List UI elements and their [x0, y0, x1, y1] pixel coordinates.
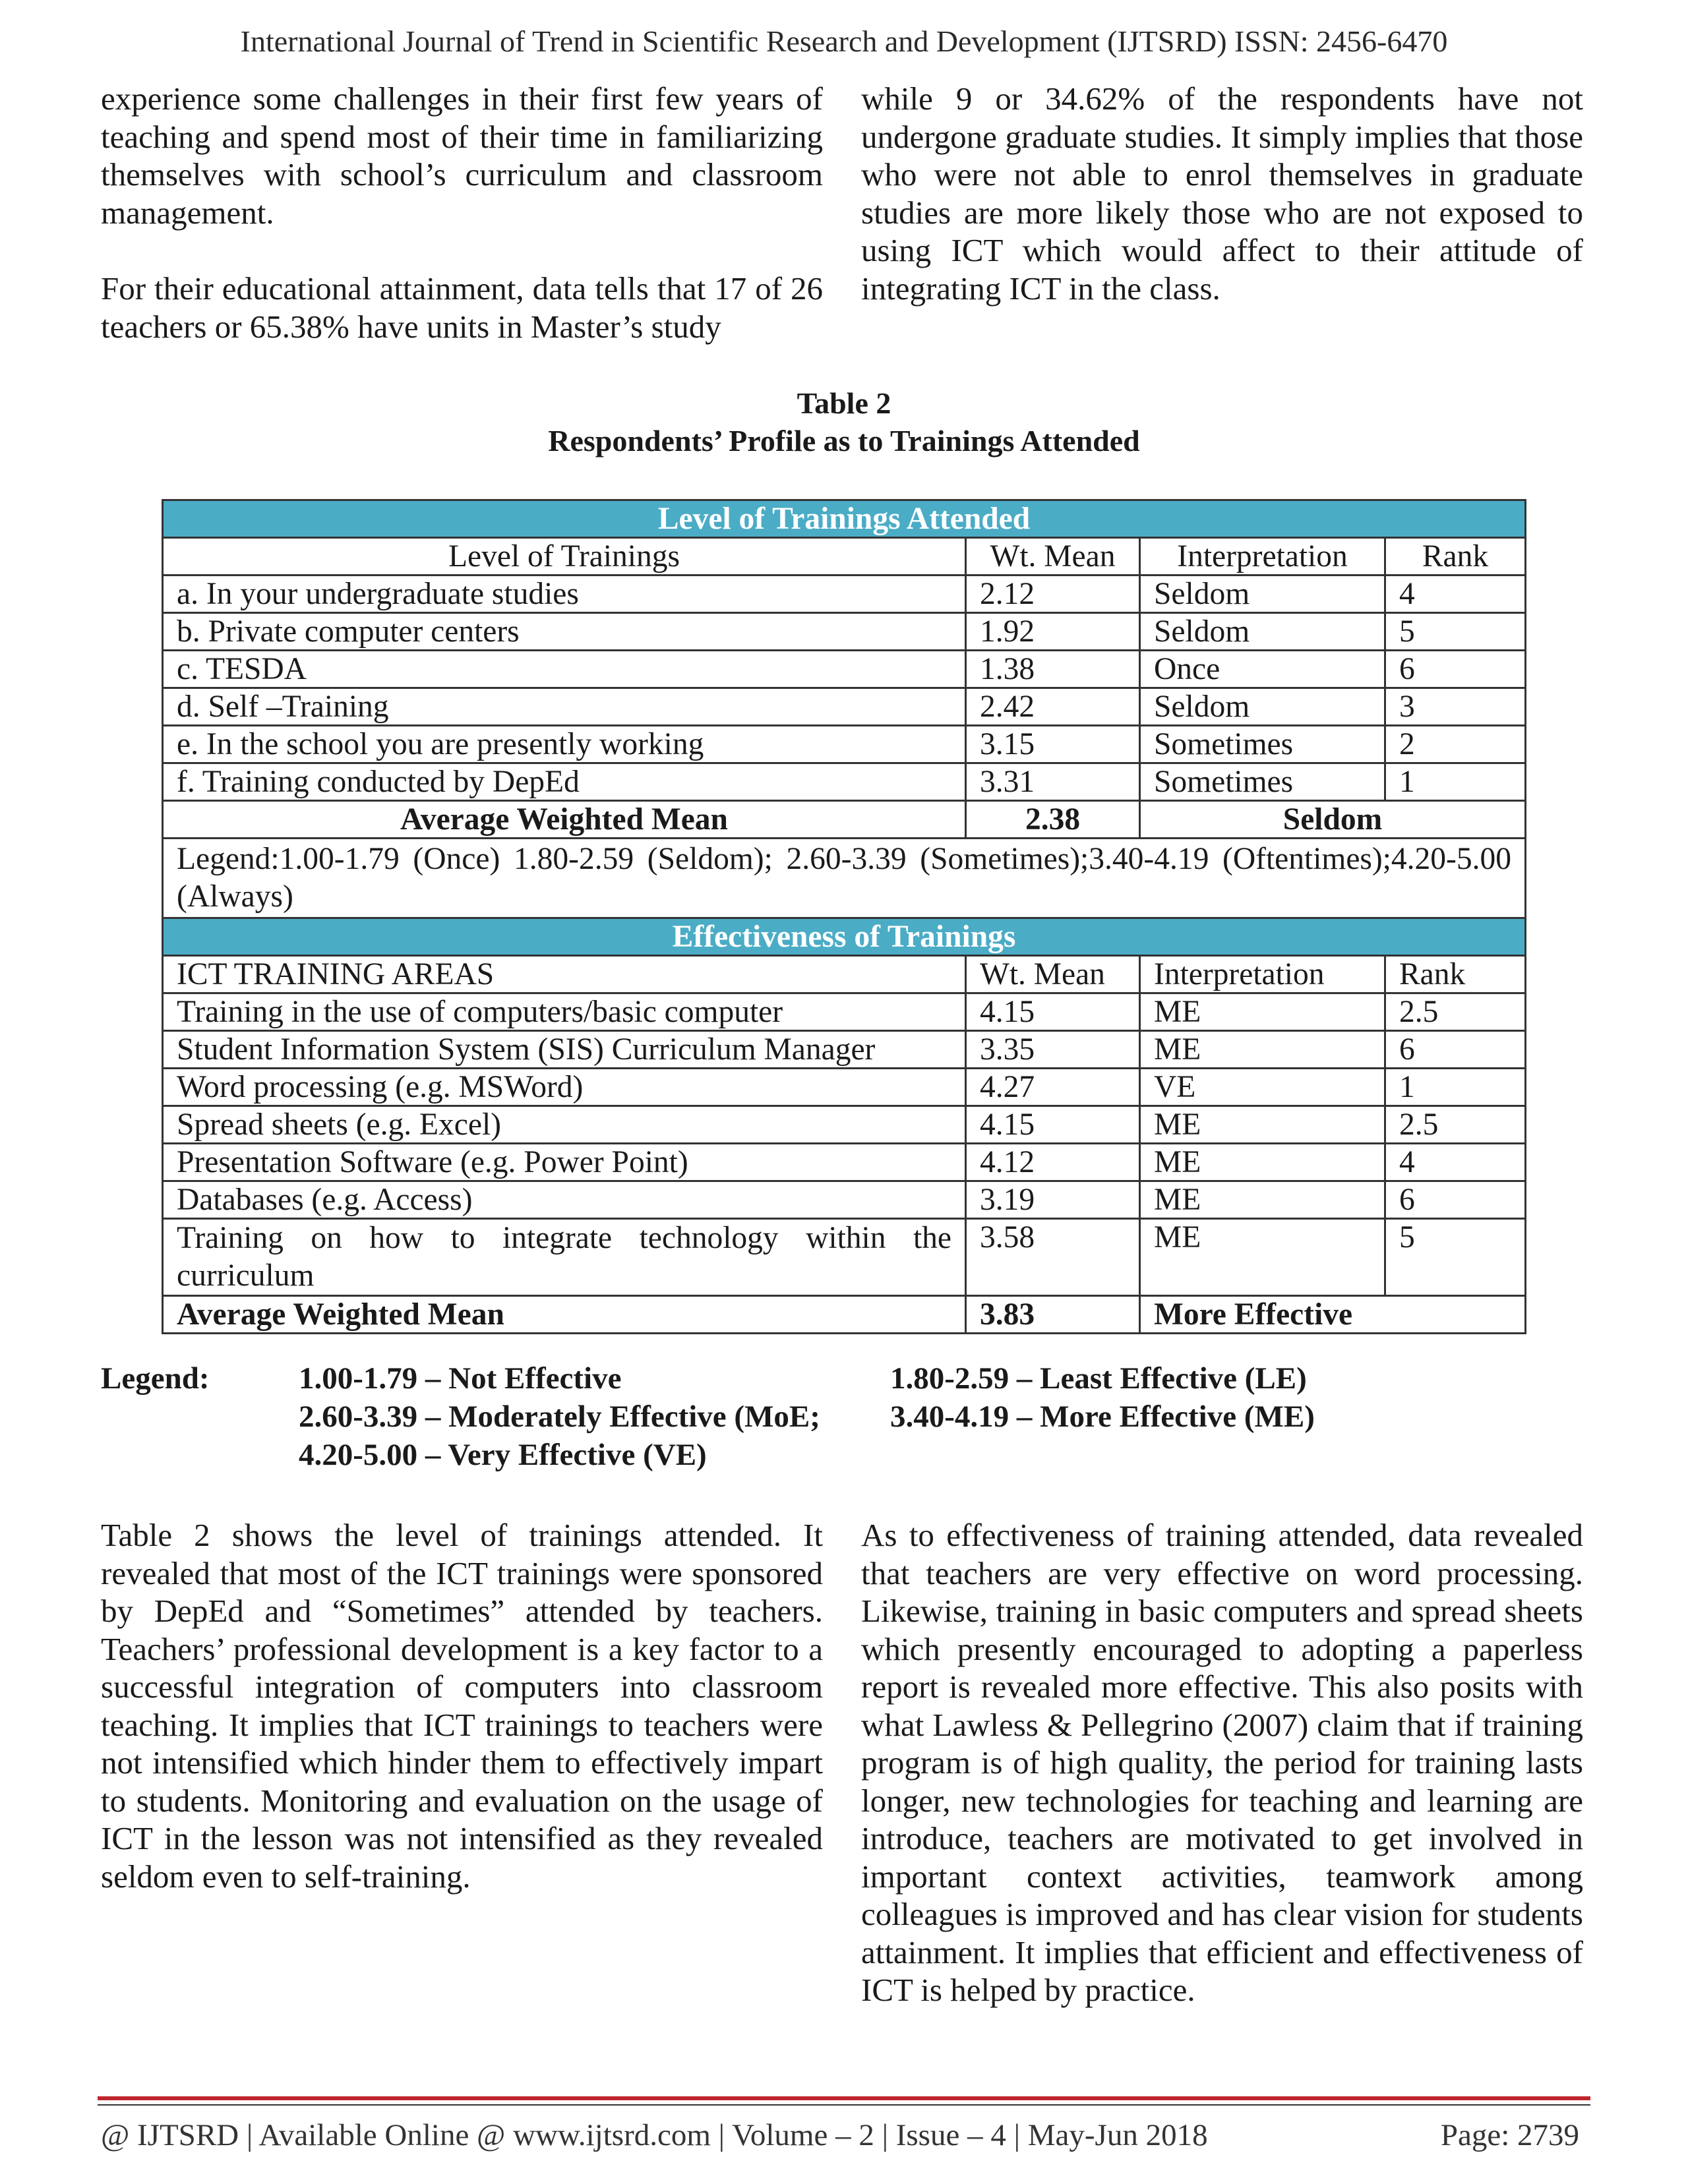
left-paragraph-attainment: For their educational attainment, data tells that 17 of 26 teachers or 65.38% have units in Master’s study	[101, 270, 823, 345]
row-interpretation: ME	[1140, 1144, 1385, 1181]
row-mean: 2.12	[966, 576, 1140, 613]
footer-info: @ IJTSRD | Available Online @ www.ijtsrd.com | Volume – 2 | Issue – 4 | May-Jun 2018	[101, 2118, 1208, 2152]
legend-row	[163, 839, 1526, 918]
table-number: Table 2	[797, 386, 891, 420]
table-row	[163, 1106, 1526, 1144]
legend-not-effective: 1.00-1.79 – Not Effective	[299, 1361, 622, 1396]
average-row	[163, 1296, 1526, 1334]
row-label: Presentation Software (e.g. Power Point)	[163, 1144, 966, 1181]
right-paragraph-bottom: As to effectiveness of training attended, data revealed that teachers are very effective on word processing. Likewise, training in basic computers and spread sheets which presently encouraged to adopting a paperless report is revealed more effective. This also posits with what Lawless & Pellegrino (2007) claim that if training program is of high quality, the period for training lasts longer, new technologies for teaching and learning are introduce, teachers are motivated to get involved in important context activities, teamwork among colleagues is improved and has clear vision for students attainment. It implies that efficient and effectiveness of ICT is helped by practice.	[861, 1517, 1583, 2008]
row-label: Student Information System (SIS) Curriculum Manager	[163, 1031, 966, 1069]
row-label: e. In the school you are presently working	[163, 726, 966, 763]
row-interpretation: Once	[1140, 651, 1385, 688]
row-mean: 1.38	[966, 651, 1140, 688]
average-interpretation: More Effective	[1140, 1296, 1526, 1334]
footer-page-number: Page: 2739	[1440, 2118, 1579, 2152]
header-cell: Rank	[1385, 538, 1526, 576]
row-interpretation: ME	[1140, 993, 1385, 1031]
row-interpretation: ME	[1140, 1181, 1385, 1219]
section-band-level: Level of Trainings Attended	[163, 500, 1526, 538]
row-label: d. Self –Training	[163, 688, 966, 726]
table-header-row	[163, 956, 1526, 993]
row-rank: 5	[1385, 1219, 1526, 1296]
row-mean: 3.15	[966, 726, 1140, 763]
section-band	[163, 500, 1526, 538]
row-label: Spread sheets (e.g. Excel)	[163, 1106, 966, 1144]
row-rank: 2	[1385, 726, 1526, 763]
row-label: Databases (e.g. Access)	[163, 1181, 966, 1219]
row-mean: 3.35	[966, 1031, 1140, 1069]
right-paragraph-top: while 9 or 34.62% of the respondents have not undergone graduate studies. It simply implies that those who were not able to enrol themselves in graduate studies are more likely those who are not exposed to using ICT which would affect to their attitude of integrating ICT in the class.	[861, 80, 1583, 307]
table-row	[163, 576, 1526, 613]
left-paragraph-top: experience some challenges in their first few years of teaching and spend most of their time in familiarizing themselves with school’s curriculum and classroom management.	[101, 80, 823, 231]
row-interpretation: Sometimes	[1140, 763, 1385, 801]
table-row	[163, 1031, 1526, 1069]
row-rank: 2.5	[1385, 993, 1526, 1031]
legend-more-effective: 3.40-4.19 – More Effective (ME)	[890, 1400, 1315, 1434]
table-row	[163, 1219, 1526, 1296]
journal-header: International Journal of Trend in Scientific Research and Development (IJTSRD) ISSN: 2456-6470	[240, 24, 1448, 58]
row-mean: 2.42	[966, 688, 1140, 726]
row-mean: 3.31	[966, 763, 1140, 801]
table-row	[163, 688, 1526, 726]
row-rank: 6	[1385, 651, 1526, 688]
table-row	[163, 651, 1526, 688]
row-interpretation: Seldom	[1140, 613, 1385, 651]
row-label: Word processing (e.g. MSWord)	[163, 1069, 966, 1106]
table-row	[163, 613, 1526, 651]
table-row	[163, 763, 1526, 801]
header-cell: Rank	[1385, 956, 1526, 993]
legend-frequency: Legend:1.00-1.79 (Once) 1.80-2.59 (Seldom); 2.60-3.39 (Sometimes);3.40-4.19 (Oftentimes);4.20-5.00 (Always)	[163, 839, 1526, 918]
row-interpretation: Seldom	[1140, 688, 1385, 726]
table-row	[163, 1069, 1526, 1106]
header-cell: ICT TRAINING AREAS	[163, 956, 966, 993]
row-mean: 4.27	[966, 1069, 1140, 1106]
row-interpretation: Sometimes	[1140, 726, 1385, 763]
average-mean: 2.38	[966, 801, 1140, 839]
row-label: b. Private computer centers	[163, 613, 966, 651]
section-band-effectiveness: Effectiveness of Trainings	[163, 918, 1526, 956]
legend-label: Legend:	[101, 1361, 210, 1396]
row-rank: 3	[1385, 688, 1526, 726]
row-rank: 2.5	[1385, 1106, 1526, 1144]
table-caption: Respondents’ Profile as to Trainings Attended	[548, 424, 1140, 457]
left-paragraph-bottom: Table 2 shows the level of trainings attended. It revealed that most of the ICT trainings were sponsored by DepEd and “Sometimes” attended by teachers. Teachers’ professional development is a key factor to a successful integration of computers into classroom teaching. It implies that ICT trainings to teachers were not intensified which hinder them to effectively impart to students. Monitoring and evaluation on the usage of ICT in the lesson was not intensified as they revealed seldom even to self-training.	[101, 1517, 823, 1895]
trainings-table	[162, 499, 1526, 1334]
row-mean: 4.12	[966, 1144, 1140, 1181]
header-cell: Wt. Mean	[966, 538, 1140, 576]
row-rank: 1	[1385, 763, 1526, 801]
average-label: Average Weighted Mean	[163, 801, 966, 839]
row-rank: 6	[1385, 1031, 1526, 1069]
row-rank: 5	[1385, 613, 1526, 651]
row-rank: 4	[1385, 576, 1526, 613]
table-header-row	[163, 538, 1526, 576]
row-mean: 4.15	[966, 1106, 1140, 1144]
row-label: Training on how to integrate technology within the curriculum	[163, 1219, 966, 1296]
header-cell: Wt. Mean	[966, 956, 1140, 993]
header-cell: Interpretation	[1140, 956, 1385, 993]
row-label: a. In your undergraduate studies	[163, 576, 966, 613]
row-interpretation: ME	[1140, 1219, 1385, 1296]
footer-rule-dark	[98, 2104, 1590, 2106]
legend-moderately-effective: 2.60-3.39 – Moderately Effective (MoE;	[299, 1400, 820, 1434]
row-label: Training in the use of computers/basic computer	[163, 993, 966, 1031]
row-mean: 3.58	[966, 1219, 1140, 1296]
legend-least-effective: 1.80-2.59 – Least Effective (LE)	[890, 1361, 1307, 1396]
row-interpretation: ME	[1140, 1106, 1385, 1144]
row-interpretation: VE	[1140, 1069, 1385, 1106]
average-interpretation: Seldom	[1140, 801, 1526, 839]
row-label: c. TESDA	[163, 651, 966, 688]
row-rank: 6	[1385, 1181, 1526, 1219]
row-rank: 1	[1385, 1069, 1526, 1106]
average-mean: 3.83	[966, 1296, 1140, 1334]
row-interpretation: Seldom	[1140, 576, 1385, 613]
average-label: Average Weighted Mean	[163, 1296, 966, 1334]
legend-very-effective: 4.20-5.00 – Very Effective (VE)	[299, 1438, 707, 1472]
table-row	[163, 1181, 1526, 1219]
section-band	[163, 918, 1526, 956]
row-mean: 1.92	[966, 613, 1140, 651]
header-cell: Level of Trainings	[163, 538, 966, 576]
footer-rule-red	[98, 2096, 1590, 2100]
table-row	[163, 993, 1526, 1031]
row-mean: 3.19	[966, 1181, 1140, 1219]
row-rank: 4	[1385, 1144, 1526, 1181]
average-row	[163, 801, 1526, 839]
header-cell: Interpretation	[1140, 538, 1385, 576]
table-row	[163, 726, 1526, 763]
row-interpretation: ME	[1140, 1031, 1385, 1069]
row-mean: 4.15	[966, 993, 1140, 1031]
row-label: f. Training conducted by DepEd	[163, 763, 966, 801]
table-row	[163, 1144, 1526, 1181]
